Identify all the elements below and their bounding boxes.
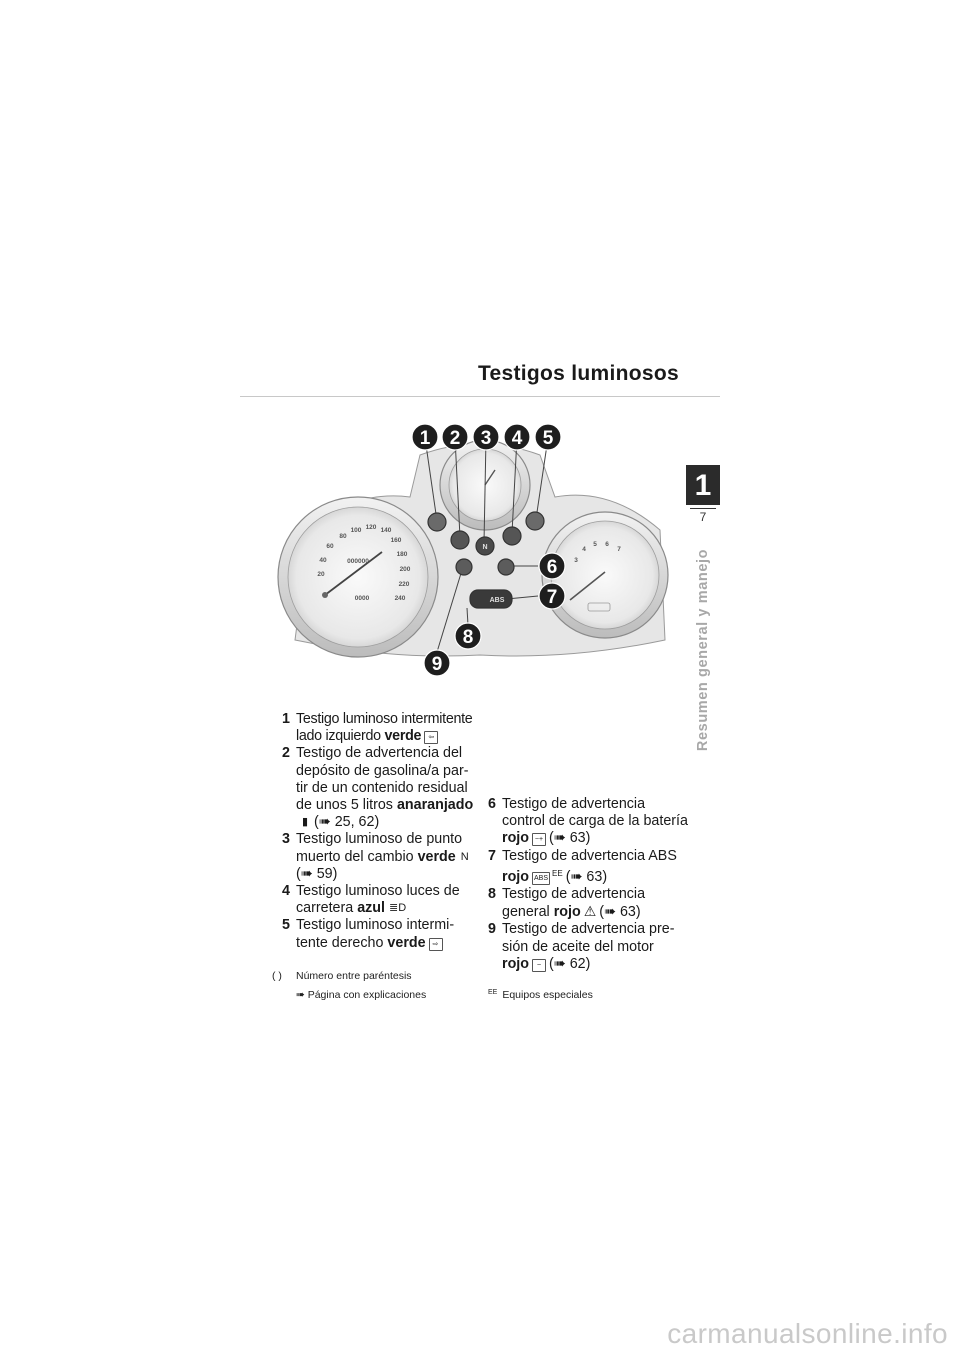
callout-1: 1 xyxy=(419,428,431,449)
ee-mark: EE xyxy=(488,989,498,996)
speedo-tick-20: 20 xyxy=(317,571,325,578)
callout-8: 8 xyxy=(462,627,474,648)
page-number: 7 xyxy=(699,510,707,524)
speedo-tick-140: 140 xyxy=(380,527,392,534)
item-number: 3 xyxy=(282,831,290,848)
callout-6: 6 xyxy=(546,557,558,578)
callout-2: 2 xyxy=(449,428,461,449)
speedo-tick-100: 100 xyxy=(350,527,362,534)
speedo-tick-160: 160 xyxy=(390,537,402,544)
paren-mark: ( ) xyxy=(272,970,282,982)
tach-tick-5: 5 xyxy=(593,541,597,548)
abs-icon: ABS xyxy=(532,872,550,885)
chapter-tab: 1 xyxy=(686,465,720,505)
list-item xyxy=(282,711,480,745)
speedo-tick-200: 200 xyxy=(399,566,411,573)
trip-display: 0000 xyxy=(354,595,370,602)
instrument-cluster-figure xyxy=(270,415,680,690)
tach-tick-3: 3 xyxy=(574,557,578,564)
tach-tick-7: 7 xyxy=(617,546,621,553)
list-item xyxy=(282,745,480,831)
list-item xyxy=(488,848,688,886)
odometer-display: 000000 xyxy=(347,558,369,565)
item-number: 1 xyxy=(282,711,290,727)
item-text: Testigo de advertencia pre-sión de aceite del motor xyxy=(502,921,675,955)
battery-icon: −+ xyxy=(532,833,546,846)
callout-5: 5 xyxy=(542,428,554,449)
callout-9: 9 xyxy=(431,654,443,675)
list-item xyxy=(488,796,688,848)
callout-3: 3 xyxy=(480,428,492,449)
item-number: 8 xyxy=(488,886,496,903)
speedo-tick-120: 120 xyxy=(365,524,377,531)
item-text: Testigo de advertencia general xyxy=(502,886,646,921)
item-text: Testigo de advertencia del depósito de gasolina/a par-tir de un contenido residual de unos 5 litros xyxy=(296,745,469,814)
indicator-list-right xyxy=(488,796,688,973)
item-ref: (➠ 59) xyxy=(296,865,338,882)
page-title: Testigos luminosos xyxy=(477,362,679,385)
turn-left-icon: ⇦ xyxy=(424,731,438,744)
list-item xyxy=(282,831,480,883)
item-ref: (➠ 25, 62) xyxy=(314,814,380,831)
speedo-tick-40: 40 xyxy=(319,557,327,564)
list-item xyxy=(488,921,688,973)
item-text: Testigo luminoso intermi-tente derecho xyxy=(296,917,455,951)
ee-text: Equipos especiales xyxy=(502,989,593,1001)
turn-right-icon: ⇨ xyxy=(429,938,443,951)
item-text: Testigo de advertencia ABS xyxy=(502,847,677,864)
indicator-list-left xyxy=(282,711,480,952)
item-number: 7 xyxy=(488,847,496,864)
item-color: anaranjado xyxy=(396,797,474,814)
item-text: Testigo de advertencia control de carga de la batería xyxy=(502,796,688,830)
speedo-tick-240: 240 xyxy=(394,595,406,602)
watermark: carmanualsonline.info xyxy=(667,1318,948,1349)
chapter-side-label: Resumen general y manejo xyxy=(695,548,711,752)
item-number: 2 xyxy=(282,745,290,762)
item-number: 4 xyxy=(282,883,290,900)
footnote-ee xyxy=(488,989,593,1001)
fuel-icon: ▮ xyxy=(301,816,309,829)
item-text: Testigo luminoso intermitente lado izquierdo xyxy=(296,711,473,745)
callout-7: 7 xyxy=(546,587,558,608)
chapter-divider xyxy=(690,508,716,509)
high-beam-icon: ≣D xyxy=(389,902,407,915)
ee-mark: EE xyxy=(552,868,563,878)
list-item xyxy=(282,883,480,917)
item-text: Testigo luminoso de punto muerto del cambio xyxy=(296,831,463,865)
speedo-tick-220: 220 xyxy=(398,581,410,588)
speedometer-hub xyxy=(322,592,328,598)
item-text: Testigo luminoso luces de carretera xyxy=(296,883,460,917)
speedo-tick-180: 180 xyxy=(396,551,408,558)
title-rule xyxy=(240,396,720,397)
item-color: verde xyxy=(387,934,426,951)
item-ref: (➠ 63) xyxy=(565,868,608,885)
item-number: 6 xyxy=(488,796,496,812)
list-item xyxy=(282,917,480,951)
tachometer-dial xyxy=(551,521,659,629)
list-item xyxy=(488,886,688,921)
item-color: rojo xyxy=(553,904,581,921)
item-number: 5 xyxy=(282,917,290,934)
item-color: verde xyxy=(417,848,456,865)
paren-text: Número entre paréntesis xyxy=(296,970,412,982)
warning-triangle-icon: ⚠ xyxy=(583,903,597,920)
neutral-lamp-label: N xyxy=(482,544,488,551)
item-ref: (➠ 62) xyxy=(549,955,591,972)
tach-tick-6: 6 xyxy=(605,541,609,548)
speedo-tick-80: 80 xyxy=(339,533,347,540)
oil-pressure-icon: ~ xyxy=(532,959,546,972)
item-color: rojo xyxy=(502,830,530,847)
item-number: 9 xyxy=(488,921,496,938)
callout-4: 4 xyxy=(511,428,523,449)
footnote-arrow: ➠ Página con explicaciones xyxy=(296,989,427,1001)
footnote-parentheses xyxy=(272,970,412,982)
item-ref: (➠ 63) xyxy=(599,904,641,921)
speedo-tick-60: 60 xyxy=(326,543,334,550)
item-color: verde xyxy=(384,728,422,745)
item-ref: (➠ 63) xyxy=(549,830,591,847)
neutral-icon: N xyxy=(460,850,469,863)
item-color: azul xyxy=(357,900,386,917)
item-color: rojo xyxy=(502,868,530,885)
item-color: rojo xyxy=(502,955,530,972)
abs-lamp-label: ABS xyxy=(489,597,505,604)
tach-tick-4: 4 xyxy=(582,546,586,553)
